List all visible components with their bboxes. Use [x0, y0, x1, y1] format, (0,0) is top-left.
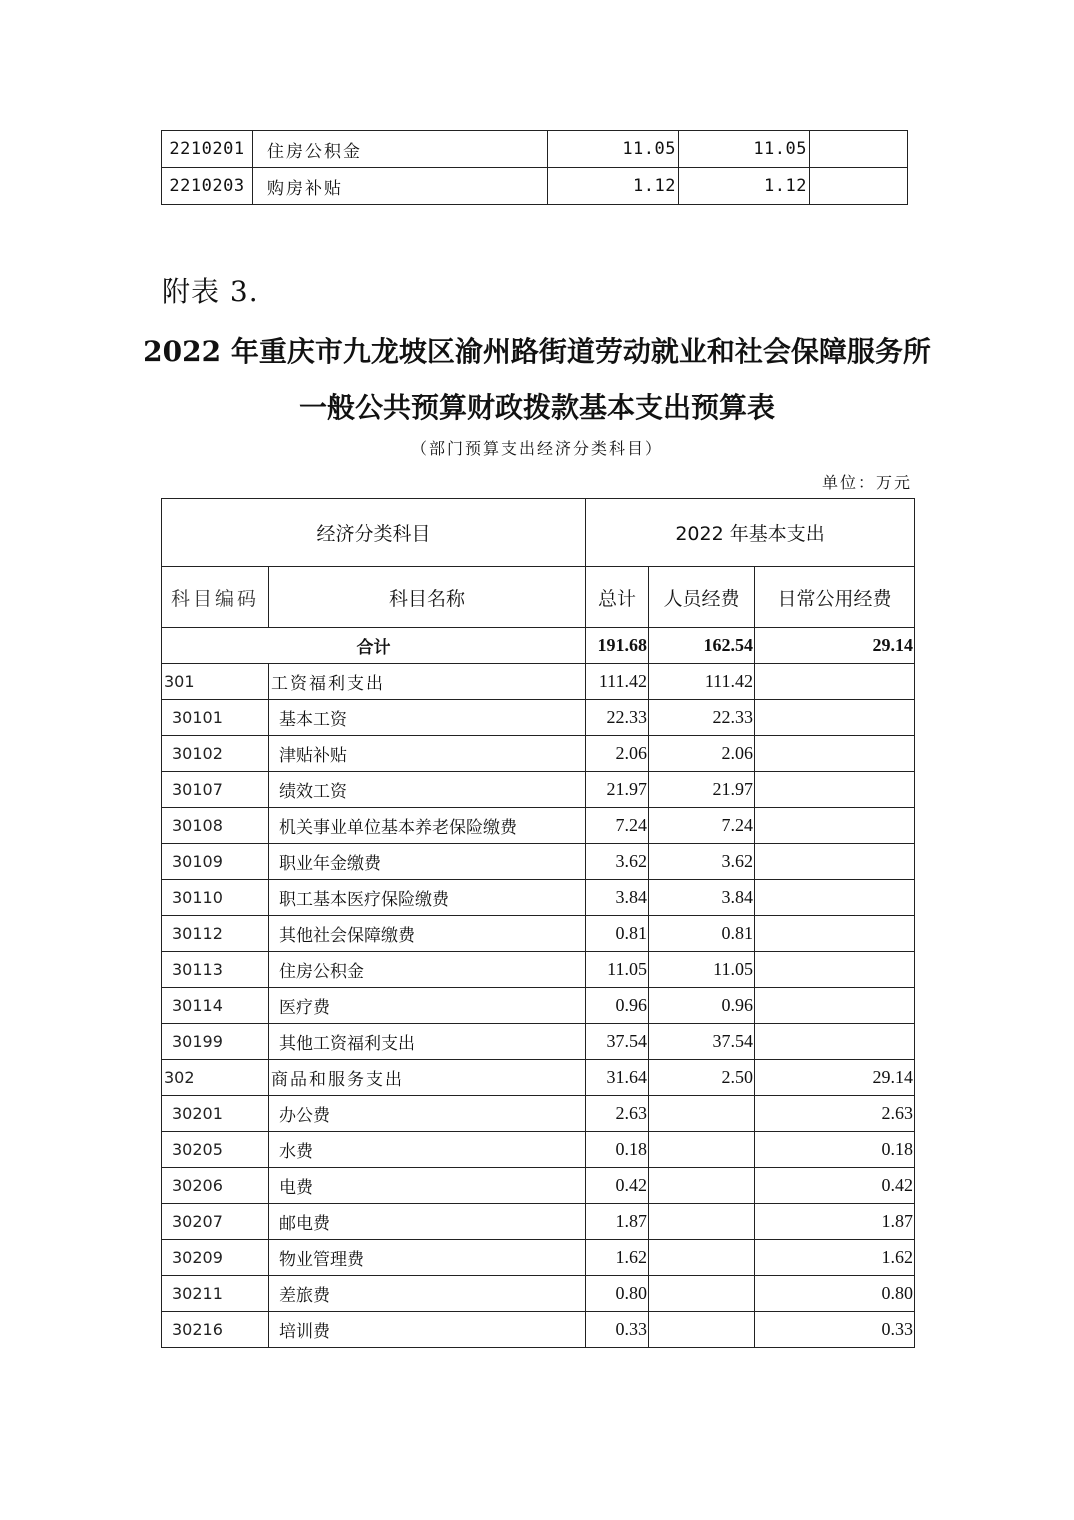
basic-value: 11.05 — [679, 131, 810, 168]
total-value: 0.42 — [586, 1168, 649, 1204]
subject-name: 电费 — [269, 1168, 586, 1204]
table-row — [162, 880, 915, 916]
header-total: 总计 — [586, 567, 649, 628]
title-line-2: 一般公共预算财政拨款基本支出预算表 — [298, 391, 775, 424]
total-sum: 191.68 — [586, 628, 649, 664]
subject-code: 301 — [162, 664, 269, 700]
table-row — [162, 1024, 915, 1060]
subtitle: （部门预算支出经济分类科目） — [410, 439, 663, 458]
personnel-value — [649, 1132, 755, 1168]
basic-value: 1.12 — [679, 168, 810, 205]
personnel-value: 2.06 — [649, 736, 755, 772]
total-value: 22.33 — [586, 700, 649, 736]
public-value: 0.80 — [755, 1276, 915, 1312]
subject-code: 30113 — [162, 952, 269, 988]
table-row — [162, 1312, 915, 1348]
personnel-value: 0.96 — [649, 988, 755, 1024]
personnel-value: 0.81 — [649, 916, 755, 952]
table-row — [162, 1096, 915, 1132]
table-row — [162, 916, 915, 952]
subject-code: 2210201 — [162, 131, 253, 168]
total-value: 31.64 — [586, 1060, 649, 1096]
subject-name: 基本工资 — [269, 700, 586, 736]
subject-name: 水费 — [269, 1132, 586, 1168]
header-subject-name: 科目名称 — [269, 567, 586, 628]
subject-name: 邮电费 — [269, 1204, 586, 1240]
total-value: 0.80 — [586, 1276, 649, 1312]
table-row — [162, 952, 915, 988]
unit-label: 单位：万元 — [821, 473, 912, 492]
subject-name: 其他工资福利支出 — [269, 1024, 586, 1060]
public-value — [755, 952, 915, 988]
table-row — [162, 1132, 915, 1168]
subject-code: 30109 — [162, 844, 269, 880]
total-row — [162, 628, 915, 664]
subject-code: 30206 — [162, 1168, 269, 1204]
table-row — [162, 808, 915, 844]
header-subject-code: 科目编码 — [162, 567, 269, 628]
total-value: 37.54 — [586, 1024, 649, 1060]
public-value — [755, 916, 915, 952]
public-value: 1.87 — [755, 1204, 915, 1240]
budget-table — [161, 498, 915, 1348]
personnel-value: 7.24 — [649, 808, 755, 844]
subject-code: 30114 — [162, 988, 269, 1024]
table-row — [162, 1240, 915, 1276]
public-value: 0.33 — [755, 1312, 915, 1348]
total-value: 3.84 — [586, 880, 649, 916]
public-value — [755, 700, 915, 736]
appendix-label: 附表 3. — [162, 275, 259, 308]
total-value: 1.87 — [586, 1204, 649, 1240]
table-row — [162, 1276, 915, 1312]
total-personnel: 162.54 — [649, 628, 755, 664]
table-row — [162, 700, 915, 736]
personnel-value: 3.84 — [649, 880, 755, 916]
total-value: 21.97 — [586, 772, 649, 808]
table-row — [162, 736, 915, 772]
public-value — [755, 880, 915, 916]
subject-code: 30101 — [162, 700, 269, 736]
table-row — [162, 1168, 915, 1204]
subject-name: 物业管理费 — [269, 1240, 586, 1276]
subject-name: 办公费 — [269, 1096, 586, 1132]
project-value — [810, 131, 908, 168]
subject-name: 住房公积金 — [253, 131, 548, 168]
header-basic-expenditure: 2022 年基本支出 — [586, 499, 915, 567]
public-value: 0.42 — [755, 1168, 915, 1204]
personnel-value: 37.54 — [649, 1024, 755, 1060]
public-value: 2.63 — [755, 1096, 915, 1132]
subject-code: 30112 — [162, 916, 269, 952]
total-label: 合计 — [162, 628, 586, 664]
total-value: 11.05 — [548, 131, 679, 168]
subject-code: 30199 — [162, 1024, 269, 1060]
subject-code: 30211 — [162, 1276, 269, 1312]
total-value: 11.05 — [586, 952, 649, 988]
subject-name: 工资福利支出 — [269, 664, 586, 700]
personnel-value — [649, 1168, 755, 1204]
header-economic-category: 经济分类科目 — [162, 499, 586, 567]
personnel-value: 21.97 — [649, 772, 755, 808]
personnel-value: 11.05 — [649, 952, 755, 988]
personnel-value — [649, 1240, 755, 1276]
total-value: 0.33 — [586, 1312, 649, 1348]
public-value: 29.14 — [755, 1060, 915, 1096]
public-value — [755, 808, 915, 844]
subject-code: 30108 — [162, 808, 269, 844]
public-value — [755, 736, 915, 772]
subject-name: 培训费 — [269, 1312, 586, 1348]
subject-code: 30209 — [162, 1240, 269, 1276]
subject-name: 医疗费 — [269, 988, 586, 1024]
total-value: 1.62 — [586, 1240, 649, 1276]
total-value: 3.62 — [586, 844, 649, 880]
total-value: 1.12 — [548, 168, 679, 205]
personnel-value — [649, 1276, 755, 1312]
subject-name: 商品和服务支出 — [269, 1060, 586, 1096]
subject-code: 30102 — [162, 736, 269, 772]
subject-name: 其他社会保障缴费 — [269, 916, 586, 952]
personnel-value — [649, 1096, 755, 1132]
table-row — [162, 1204, 915, 1240]
subject-name: 差旅费 — [269, 1276, 586, 1312]
subject-name: 机关事业单位基本养老保险缴费 — [269, 808, 586, 844]
personnel-value — [649, 1204, 755, 1240]
public-value — [755, 988, 915, 1024]
project-value — [810, 168, 908, 205]
public-value: 0.18 — [755, 1132, 915, 1168]
subject-code: 30216 — [162, 1312, 269, 1348]
personnel-value: 2.50 — [649, 1060, 755, 1096]
public-value — [755, 772, 915, 808]
subject-name: 职工基本医疗保险缴费 — [269, 880, 586, 916]
total-value: 2.06 — [586, 736, 649, 772]
continuation-table — [161, 130, 908, 205]
subject-code: 30205 — [162, 1132, 269, 1168]
header-personnel: 人员经费 — [649, 567, 755, 628]
table-row — [162, 168, 908, 205]
table-row — [162, 664, 915, 700]
table-row — [162, 131, 908, 168]
total-value: 7.24 — [586, 808, 649, 844]
header-public: 日常公用经费 — [755, 567, 915, 628]
total-value: 0.18 — [586, 1132, 649, 1168]
subject-code: 30110 — [162, 880, 269, 916]
subject-code: 30107 — [162, 772, 269, 808]
subject-name: 住房公积金 — [269, 952, 586, 988]
subject-name: 职业年金缴费 — [269, 844, 586, 880]
total-value: 111.42 — [586, 664, 649, 700]
public-value — [755, 844, 915, 880]
personnel-value — [649, 1312, 755, 1348]
personnel-value: 22.33 — [649, 700, 755, 736]
subject-name: 津贴补贴 — [269, 736, 586, 772]
table-row — [162, 772, 915, 808]
subject-name: 绩效工资 — [269, 772, 586, 808]
public-value: 1.62 — [755, 1240, 915, 1276]
total-public: 29.14 — [755, 628, 915, 664]
personnel-value: 3.62 — [649, 844, 755, 880]
table-row — [162, 1060, 915, 1096]
subject-code: 30201 — [162, 1096, 269, 1132]
personnel-value: 111.42 — [649, 664, 755, 700]
table-row — [162, 844, 915, 880]
subject-code: 30207 — [162, 1204, 269, 1240]
public-value — [755, 1024, 915, 1060]
subject-code: 2210203 — [162, 168, 253, 205]
table-row — [162, 988, 915, 1024]
subject-code: 302 — [162, 1060, 269, 1096]
public-value — [755, 664, 915, 700]
total-value: 0.96 — [586, 988, 649, 1024]
subject-name: 购房补贴 — [253, 168, 548, 205]
title-line-1: 2022 年重庆市九龙坡区渝州路街道劳动就业和社会保障服务所 — [143, 335, 931, 368]
total-value: 2.63 — [586, 1096, 649, 1132]
total-value: 0.81 — [586, 916, 649, 952]
